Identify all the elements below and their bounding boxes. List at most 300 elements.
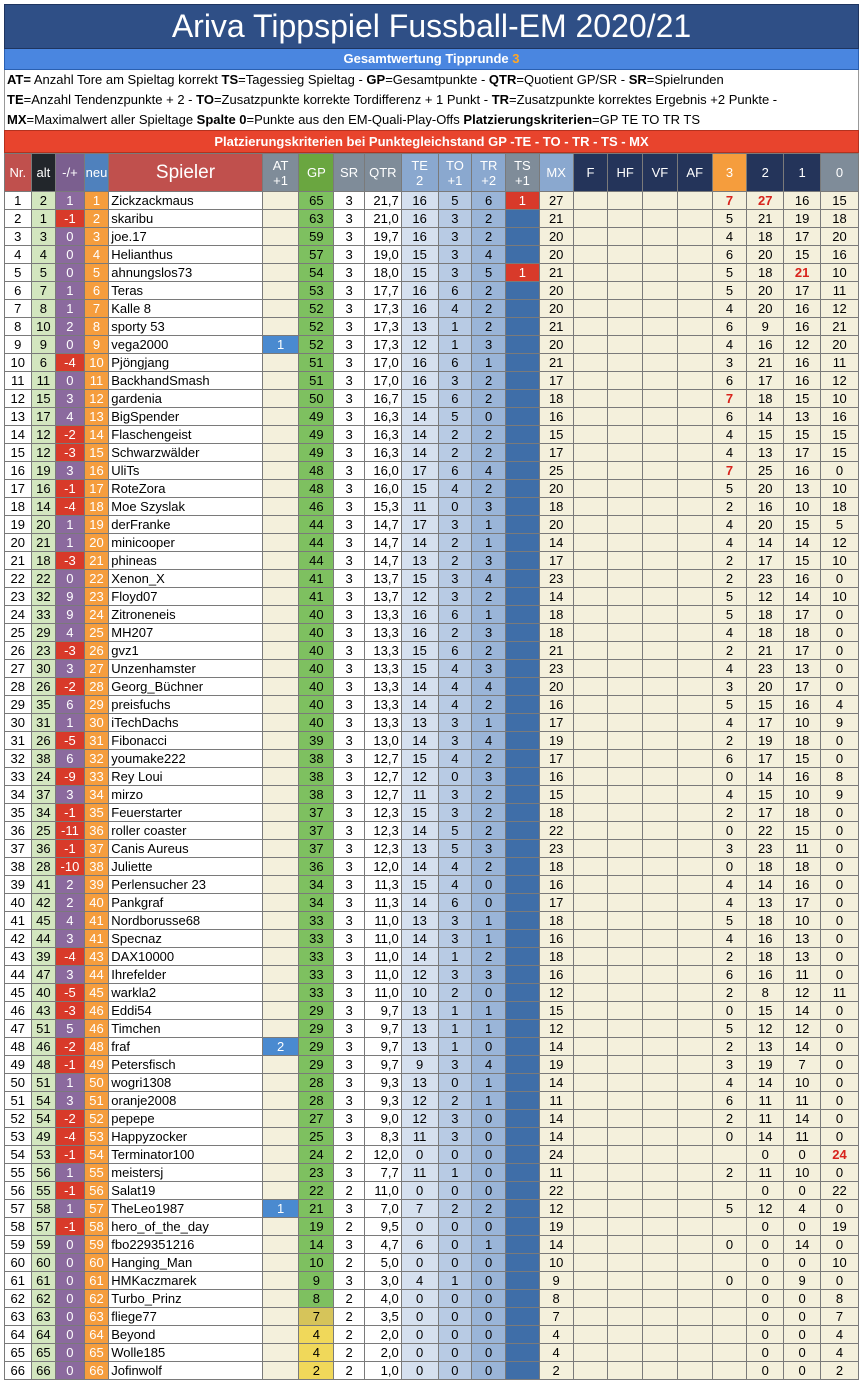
cell-quarterfinal <box>643 372 678 390</box>
cell-previous-rank: 54 <box>31 1110 56 1128</box>
cell-final <box>573 948 608 966</box>
cell-sr: 3 <box>334 318 365 336</box>
cell-qtr: 13,3 <box>364 678 401 696</box>
cell-rank: 9 <box>5 336 32 354</box>
cell-final <box>573 246 608 264</box>
cell-new-rank: 6 <box>84 282 109 300</box>
cell-final <box>573 354 608 372</box>
cell-final <box>573 714 608 732</box>
cell-at <box>262 534 299 552</box>
cell-sr: 3 <box>334 264 365 282</box>
cell-semifinal <box>608 318 643 336</box>
cell-matchday-2: 18 <box>747 948 784 966</box>
cell-qtr: 15,3 <box>364 498 401 516</box>
cell-ts <box>506 1290 540 1308</box>
cell-rank: 8 <box>5 318 32 336</box>
cell-te: 15 <box>401 750 438 768</box>
cell-te: 9 <box>401 1056 438 1074</box>
cell-playoffs: 4 <box>821 1326 859 1344</box>
cell-quarterfinal <box>643 462 678 480</box>
cell-matchday-3: 2 <box>712 1038 747 1056</box>
cell-to: 4 <box>438 300 472 318</box>
cell-rank-change: 3 <box>56 462 85 480</box>
legend-text: Platzierungskriterien <box>463 112 593 127</box>
cell-previous-rank: 66 <box>31 1362 56 1380</box>
cell-matchday-3 <box>712 1308 747 1326</box>
cell-qtr: 14,7 <box>364 552 401 570</box>
cell-ts <box>506 444 540 462</box>
cell-matchday-3: 0 <box>712 822 747 840</box>
cell-gp: 59 <box>299 228 334 246</box>
cell-playoffs: 0 <box>821 840 859 858</box>
cell-matchday-1: 0 <box>784 1290 821 1308</box>
cell-at <box>262 894 299 912</box>
cell-rank-change: 1 <box>56 534 85 552</box>
cell-ts <box>506 696 540 714</box>
cell-matchday-1: 14 <box>784 1110 821 1128</box>
cell-te: 0 <box>401 1326 438 1344</box>
cell-rank-change: 2 <box>56 876 85 894</box>
cell-at <box>262 714 299 732</box>
cell-at <box>262 876 299 894</box>
table-row <box>5 1074 859 1092</box>
cell-final <box>573 1290 608 1308</box>
cell-player: Nordborusse68 <box>109 912 262 930</box>
cell-at <box>262 1002 299 1020</box>
cell-final <box>573 696 608 714</box>
cell-tr: 1 <box>472 1236 506 1254</box>
cell-playoffs: 18 <box>821 498 859 516</box>
cell-playoffs: 0 <box>821 930 859 948</box>
cell-to: 0 <box>438 1218 472 1236</box>
cell-mx: 11 <box>539 1092 573 1110</box>
cell-sr: 2 <box>334 1308 365 1326</box>
cell-final <box>573 390 608 408</box>
cell-matchday-2: 13 <box>747 444 784 462</box>
cell-matchday-3: 2 <box>712 552 747 570</box>
cell-rank-change: 0 <box>56 246 85 264</box>
cell-matchday-2: 17 <box>747 804 784 822</box>
cell-gp: 34 <box>299 894 334 912</box>
cell-gp: 49 <box>299 444 334 462</box>
cell-sr: 3 <box>334 1272 365 1290</box>
table-row <box>5 1002 859 1020</box>
cell-tr: 1 <box>472 1092 506 1110</box>
cell-matchday-2: 8 <box>747 984 784 1002</box>
cell-previous-rank: 54 <box>31 1092 56 1110</box>
table-body <box>5 192 859 1380</box>
cell-playoffs: 16 <box>821 408 859 426</box>
cell-quarterfinal <box>643 1038 678 1056</box>
cell-ts <box>506 660 540 678</box>
cell-sr: 3 <box>334 282 365 300</box>
header-final: F <box>573 154 608 192</box>
cell-gp: 38 <box>299 786 334 804</box>
cell-rank-change: 0 <box>56 264 85 282</box>
cell-tr: 0 <box>472 1110 506 1128</box>
cell-gp: 25 <box>299 1128 334 1146</box>
legend-text: TO <box>196 92 214 107</box>
cell-gp: 52 <box>299 318 334 336</box>
cell-matchday-2: 20 <box>747 516 784 534</box>
cell-mx: 20 <box>539 300 573 318</box>
cell-semifinal <box>608 840 643 858</box>
cell-playoffs: 10 <box>821 1254 859 1272</box>
cell-gp: 52 <box>299 336 334 354</box>
cell-sr: 3 <box>334 372 365 390</box>
cell-te: 13 <box>401 1020 438 1038</box>
cell-qtr: 13,3 <box>364 624 401 642</box>
cell-semifinal <box>608 354 643 372</box>
cell-player: Turbo_Prinz <box>109 1290 262 1308</box>
cell-at <box>262 660 299 678</box>
cell-at <box>262 210 299 228</box>
cell-quarterfinal <box>643 930 678 948</box>
cell-quarterfinal <box>643 498 678 516</box>
header-playoffs: 0 <box>821 154 859 192</box>
cell-quarterfinal <box>643 1344 678 1362</box>
cell-qtr: 12,0 <box>364 858 401 876</box>
cell-gp: 49 <box>299 408 334 426</box>
cell-at <box>262 192 299 210</box>
cell-semifinal <box>608 624 643 642</box>
table-row <box>5 354 859 372</box>
cell-rank-change: 4 <box>56 912 85 930</box>
cell-gp: 48 <box>299 480 334 498</box>
cell-ts <box>506 534 540 552</box>
legend-text: TR <box>491 92 510 107</box>
cell-final <box>573 1020 608 1038</box>
cell-new-rank: 57 <box>84 1200 109 1218</box>
cell-qtr: 17,0 <box>364 354 401 372</box>
cell-sr: 3 <box>334 804 365 822</box>
cell-mx: 25 <box>539 462 573 480</box>
cell-final <box>573 804 608 822</box>
cell-sr: 3 <box>334 1002 365 1020</box>
cell-qtr: 11,3 <box>364 876 401 894</box>
cell-ts <box>506 1110 540 1128</box>
cell-previous-rank: 63 <box>31 1308 56 1326</box>
cell-quarterfinal <box>643 480 678 498</box>
cell-previous-rank: 30 <box>31 660 56 678</box>
cell-final <box>573 516 608 534</box>
cell-te: 12 <box>401 1110 438 1128</box>
cell-previous-rank: 51 <box>31 1020 56 1038</box>
cell-matchday-2: 0 <box>747 1236 784 1254</box>
cell-playoffs: 0 <box>821 858 859 876</box>
cell-playoffs: 0 <box>821 948 859 966</box>
cell-mx: 15 <box>539 426 573 444</box>
cell-previous-rank: 5 <box>31 264 56 282</box>
cell-to: 0 <box>438 1290 472 1308</box>
cell-matchday-1: 0 <box>784 1326 821 1344</box>
cell-to: 2 <box>438 552 472 570</box>
cell-te: 7 <box>401 1200 438 1218</box>
cell-to: 6 <box>438 894 472 912</box>
cell-playoffs: 0 <box>821 876 859 894</box>
cell-round-of-16 <box>677 354 712 372</box>
cell-qtr: 17,3 <box>364 318 401 336</box>
cell-tr: 2 <box>472 228 506 246</box>
cell-gp: 4 <box>299 1344 334 1362</box>
cell-new-rank: 8 <box>84 318 109 336</box>
cell-player: Moe Szyslak <box>109 498 262 516</box>
cell-semifinal <box>608 1056 643 1074</box>
cell-quarterfinal <box>643 678 678 696</box>
cell-ts <box>506 858 540 876</box>
cell-final <box>573 1308 608 1326</box>
cell-round-of-16 <box>677 768 712 786</box>
header-row <box>5 154 859 192</box>
cell-new-rank: 60 <box>84 1254 109 1272</box>
table-row <box>5 552 859 570</box>
cell-te: 14 <box>401 930 438 948</box>
cell-sr: 3 <box>334 1056 365 1074</box>
cell-matchday-3: 5 <box>712 606 747 624</box>
table-row <box>5 786 859 804</box>
cell-matchday-2: 16 <box>747 930 784 948</box>
cell-tr: 2 <box>472 426 506 444</box>
cell-tr: 0 <box>472 1362 506 1380</box>
cell-matchday-3: 0 <box>712 1236 747 1254</box>
cell-player: Zitroneneis <box>109 606 262 624</box>
cell-to: 3 <box>438 732 472 750</box>
legend-text: Spalte 0 <box>196 112 247 127</box>
cell-quarterfinal <box>643 696 678 714</box>
cell-rank-change: 2 <box>56 318 85 336</box>
cell-matchday-2: 14 <box>747 1128 784 1146</box>
cell-playoffs: 2 <box>821 1362 859 1380</box>
cell-qtr: 9,7 <box>364 1056 401 1074</box>
cell-rank: 66 <box>5 1362 32 1380</box>
cell-matchday-1: 16 <box>784 570 821 588</box>
cell-sr: 3 <box>334 1074 365 1092</box>
cell-tr: 0 <box>472 1308 506 1326</box>
cell-sr: 3 <box>334 408 365 426</box>
cell-gp: 37 <box>299 822 334 840</box>
cell-previous-rank: 12 <box>31 426 56 444</box>
cell-matchday-3 <box>712 1344 747 1362</box>
cell-gp: 40 <box>299 624 334 642</box>
cell-new-rank: 41 <box>84 912 109 930</box>
cell-playoffs: 0 <box>821 822 859 840</box>
cell-mx: 22 <box>539 1182 573 1200</box>
cell-rank: 21 <box>5 552 32 570</box>
cell-matchday-1: 16 <box>784 876 821 894</box>
cell-quarterfinal <box>643 1218 678 1236</box>
cell-rank: 10 <box>5 354 32 372</box>
cell-sr: 3 <box>334 642 365 660</box>
cell-ts <box>506 804 540 822</box>
cell-tr: 2 <box>472 318 506 336</box>
cell-quarterfinal <box>643 534 678 552</box>
cell-at <box>262 966 299 984</box>
cell-to: 0 <box>438 1146 472 1164</box>
cell-semifinal <box>608 1074 643 1092</box>
cell-rank-change: -5 <box>56 732 85 750</box>
cell-mx: 7 <box>539 1308 573 1326</box>
cell-quarterfinal <box>643 1182 678 1200</box>
cell-previous-rank: 7 <box>31 282 56 300</box>
cell-qtr: 4,0 <box>364 1290 401 1308</box>
cell-player: fliege77 <box>109 1308 262 1326</box>
cell-playoffs: 0 <box>821 732 859 750</box>
table-row <box>5 624 859 642</box>
cell-qtr: 13,0 <box>364 732 401 750</box>
cell-sr: 3 <box>334 948 365 966</box>
cell-at <box>262 1308 299 1326</box>
cell-previous-rank: 34 <box>31 804 56 822</box>
cell-mx: 24 <box>539 1146 573 1164</box>
cell-final <box>573 858 608 876</box>
cell-playoffs: 12 <box>821 534 859 552</box>
cell-semifinal <box>608 642 643 660</box>
cell-to: 2 <box>438 534 472 552</box>
cell-player: phineas <box>109 552 262 570</box>
cell-final <box>573 462 608 480</box>
cell-round-of-16 <box>677 606 712 624</box>
cell-new-rank: 45 <box>84 984 109 1002</box>
cell-round-of-16 <box>677 1128 712 1146</box>
cell-quarterfinal <box>643 1164 678 1182</box>
cell-previous-rank: 9 <box>31 336 56 354</box>
cell-at <box>262 282 299 300</box>
cell-at <box>262 1164 299 1182</box>
cell-at <box>262 462 299 480</box>
cell-playoffs: 10 <box>821 588 859 606</box>
cell-round-of-16 <box>677 1038 712 1056</box>
legend-text: =Spielrunden <box>646 72 724 87</box>
cell-matchday-2: 20 <box>747 678 784 696</box>
cell-sr: 3 <box>334 498 365 516</box>
cell-matchday-3: 3 <box>712 1056 747 1074</box>
cell-matchday-2: 15 <box>747 696 784 714</box>
cell-tr: 2 <box>472 948 506 966</box>
cell-gp: 53 <box>299 282 334 300</box>
cell-ts <box>506 786 540 804</box>
cell-quarterfinal <box>643 840 678 858</box>
legend-text: =Anzahl Tendenzpunkte + 2 - <box>23 92 197 107</box>
cell-rank: 31 <box>5 732 32 750</box>
cell-matchday-3: 6 <box>712 1092 747 1110</box>
cell-matchday-1: 12 <box>784 336 821 354</box>
cell-new-rank: 13 <box>84 408 109 426</box>
table-row <box>5 1344 859 1362</box>
cell-quarterfinal <box>643 768 678 786</box>
cell-rank-change: -3 <box>56 1002 85 1020</box>
cell-matchday-3: 6 <box>712 408 747 426</box>
table-row <box>5 1164 859 1182</box>
cell-rank: 26 <box>5 642 32 660</box>
cell-rank: 1 <box>5 192 32 210</box>
cell-gp: 41 <box>299 570 334 588</box>
cell-te: 6 <box>401 1236 438 1254</box>
cell-matchday-3 <box>712 1362 747 1380</box>
cell-matchday-3: 4 <box>712 894 747 912</box>
cell-tr: 3 <box>472 966 506 984</box>
cell-at: 1 <box>262 1200 299 1218</box>
cell-round-of-16 <box>677 1326 712 1344</box>
cell-previous-rank: 26 <box>31 732 56 750</box>
cell-rank: 65 <box>5 1344 32 1362</box>
cell-to: 4 <box>438 678 472 696</box>
cell-mx: 4 <box>539 1326 573 1344</box>
cell-player: Perlensucher 23 <box>109 876 262 894</box>
cell-new-rank: 58 <box>84 1218 109 1236</box>
cell-round-of-16 <box>677 318 712 336</box>
cell-new-rank: 12 <box>84 390 109 408</box>
cell-te: 12 <box>401 336 438 354</box>
cell-gp: 2 <box>299 1362 334 1380</box>
cell-at <box>262 1110 299 1128</box>
cell-tr: 0 <box>472 1254 506 1272</box>
cell-playoffs: 10 <box>821 552 859 570</box>
table-row <box>5 732 859 750</box>
cell-gp: 40 <box>299 606 334 624</box>
cell-previous-rank: 36 <box>31 840 56 858</box>
cell-quarterfinal <box>643 264 678 282</box>
cell-to: 3 <box>438 786 472 804</box>
cell-quarterfinal <box>643 1002 678 1020</box>
cell-te: 14 <box>401 858 438 876</box>
cell-previous-rank: 4 <box>31 246 56 264</box>
cell-qtr: 17,3 <box>364 336 401 354</box>
cell-rank-change: -10 <box>56 858 85 876</box>
cell-ts <box>506 282 540 300</box>
cell-quarterfinal <box>643 1236 678 1254</box>
cell-qtr: 9,5 <box>364 1218 401 1236</box>
cell-rank-change: 1 <box>56 282 85 300</box>
cell-previous-rank: 40 <box>31 984 56 1002</box>
cell-sr: 3 <box>334 696 365 714</box>
cell-mx: 18 <box>539 606 573 624</box>
table-row <box>5 1200 859 1218</box>
cell-te: 14 <box>401 822 438 840</box>
cell-tr: 0 <box>472 894 506 912</box>
cell-mx: 20 <box>539 246 573 264</box>
cell-sr: 3 <box>334 480 365 498</box>
cell-matchday-2: 19 <box>747 732 784 750</box>
cell-matchday-2: 16 <box>747 336 784 354</box>
cell-previous-rank: 8 <box>31 300 56 318</box>
cell-matchday-3: 2 <box>712 984 747 1002</box>
cell-sr: 3 <box>334 444 365 462</box>
cell-tr: 0 <box>472 1182 506 1200</box>
cell-mx: 14 <box>539 588 573 606</box>
cell-round-of-16 <box>677 984 712 1002</box>
cell-to: 2 <box>438 426 472 444</box>
cell-matchday-2: 20 <box>747 282 784 300</box>
cell-tr: 0 <box>472 1218 506 1236</box>
cell-te: 16 <box>401 300 438 318</box>
cell-quarterfinal <box>643 1200 678 1218</box>
cell-at <box>262 354 299 372</box>
cell-new-rank: 21 <box>84 552 109 570</box>
cell-tr: 0 <box>472 1164 506 1182</box>
table-row <box>5 1308 859 1326</box>
cell-gp: 29 <box>299 1020 334 1038</box>
cell-semifinal <box>608 1272 643 1290</box>
cell-final <box>573 1056 608 1074</box>
cell-at <box>262 786 299 804</box>
cell-rank-change: -4 <box>56 948 85 966</box>
cell-ts <box>506 1092 540 1110</box>
cell-semifinal <box>608 1254 643 1272</box>
cell-player: Rey Loui <box>109 768 262 786</box>
cell-mx: 17 <box>539 444 573 462</box>
cell-qtr: 13,7 <box>364 588 401 606</box>
cell-rank: 17 <box>5 480 32 498</box>
